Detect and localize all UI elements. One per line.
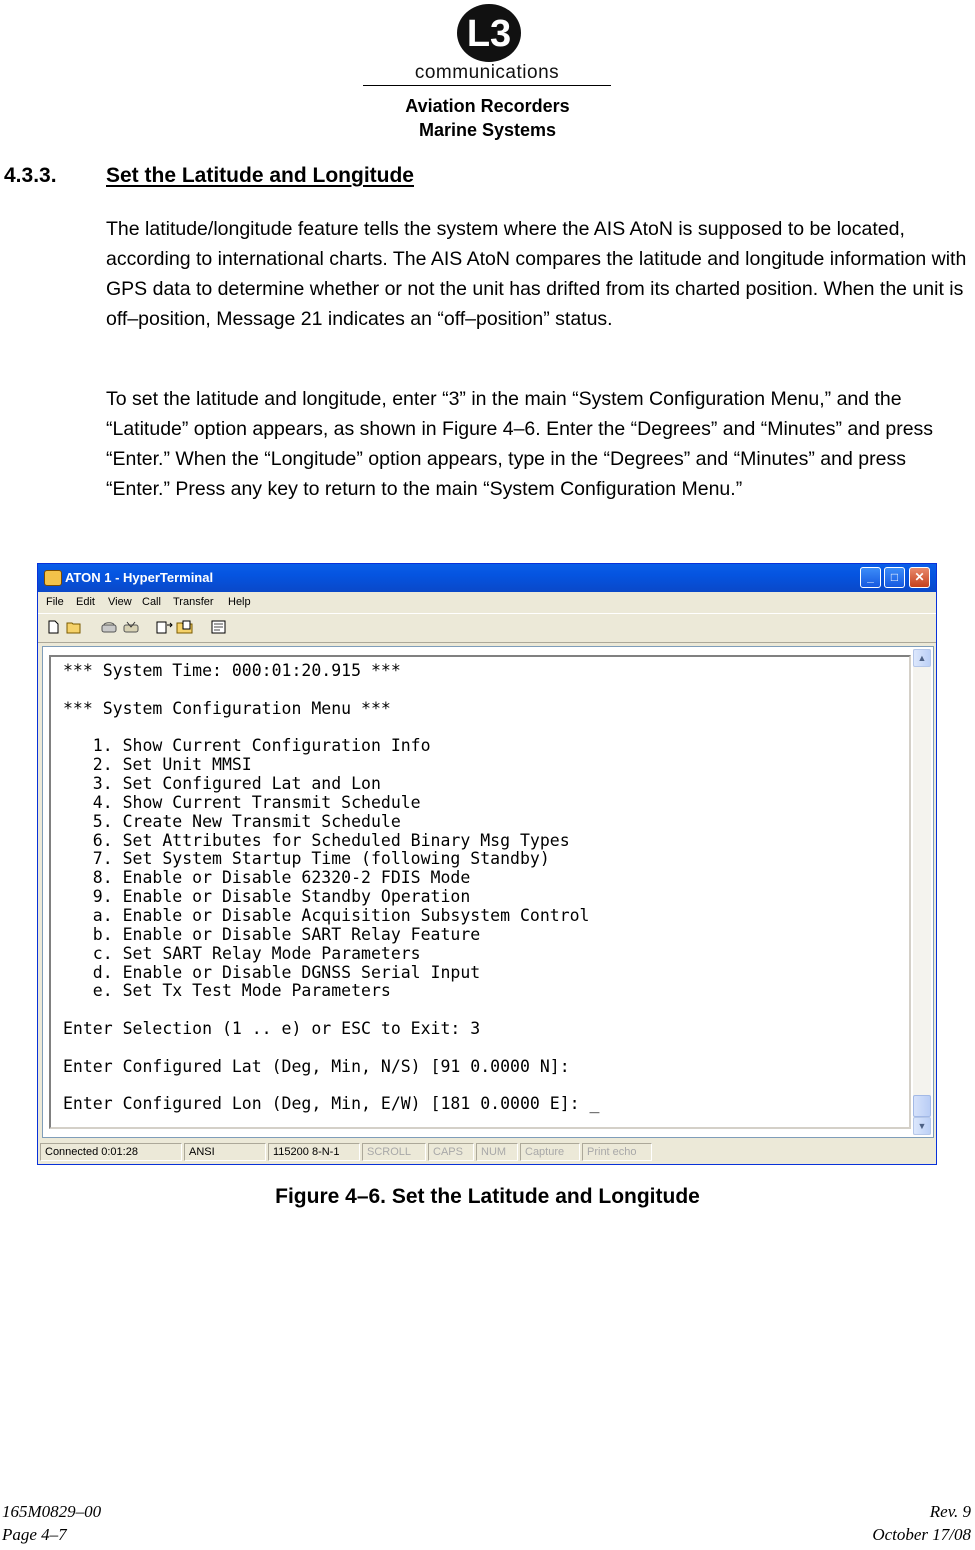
footer-page: Page 4–7	[2, 1525, 67, 1544]
open-icon[interactable]	[66, 620, 84, 634]
status-caps: CAPS	[428, 1143, 474, 1161]
header-line-1: Aviation Recorders	[405, 96, 570, 116]
window-titlebar[interactable]	[38, 564, 936, 592]
terminal-screen[interactable]	[49, 655, 911, 1129]
section-number: 4.3.3.	[4, 164, 57, 187]
status-capture: Capture	[520, 1143, 580, 1161]
menu-bar	[38, 592, 936, 612]
status-bar	[38, 1140, 936, 1164]
menu-file[interactable]: File	[46, 596, 64, 608]
terminal-output: *** System Time: 000:01:20.915 *** *** System Configuration Menu *** 1. Show Current Configuration Info 2. Set Unit MMSI 3. Set Configured Lat and Lon 4. Show Current Transmit Schedule 5. Create New Transmit Schedule 6. Set Attributes for Scheduled Binary Msg Types 7. Set System Startup Time (following Standby) 8. Enable or Disable 62320-2 FDIS Mode 9. Enable or Disable Standby Operation a. Enable or Disable Acquisition Subsystem Control b. Enable or Disable SART Relay Feature c. Set SART Relay Mode Parameters d. Enable or Disable DGNSS Serial Input e. Set Tx Test Mode Parameters Enter Selection (1 .. e) or ESC to Exit: 3 Enter Configured Lat (Deg, Min, N/S) [91 0.0000 N]: Enter Configured Lon (Deg, Min, E/W) [181 0.0000 E]: _	[63, 661, 600, 1114]
status-emulation: ANSI	[184, 1143, 266, 1161]
maximize-button[interactable]: □	[884, 567, 905, 588]
menu-view[interactable]: View	[108, 596, 132, 608]
vertical-scrollbar[interactable]	[913, 649, 931, 1135]
close-button[interactable]: ✕	[909, 567, 930, 588]
section-title: Set the Latitude and Longitude	[106, 164, 414, 187]
call-icon[interactable]	[100, 620, 118, 634]
status-num: NUM	[476, 1143, 518, 1161]
minimize-button[interactable]: _	[860, 567, 881, 588]
paragraph-2: To set the latitude and longitude, enter “3” in the main “System Configuration Menu,” and the “Latitude” option appears, as shown in Figure 4–6. Enter the “Degrees” and “Minutes” and press “Enter.” When the “Longitude” option appears, type in the “Degrees” and “Minutes” and press “Enter.” Press any key to return to the main “System Configuration Menu.”	[106, 388, 934, 500]
figure-caption: Figure 4–6. Set the Latitude and Longitude	[275, 1185, 700, 1208]
properties-icon[interactable]	[210, 620, 228, 634]
footer-date: October 17/08	[872, 1525, 971, 1544]
logo-wordmark: communications	[414, 62, 560, 83]
terminal-frame	[42, 646, 934, 1138]
new-icon[interactable]	[46, 620, 61, 634]
menu-transfer[interactable]: Transfer	[173, 596, 214, 608]
header-line-2: Marine Systems	[418, 120, 557, 140]
menu-edit[interactable]: Edit	[76, 596, 95, 608]
send-icon[interactable]	[156, 620, 174, 634]
toolbar	[38, 613, 936, 643]
menu-call[interactable]: Call	[142, 596, 161, 608]
menu-help[interactable]: Help	[228, 596, 251, 608]
scroll-up-icon[interactable]: ▲	[913, 649, 931, 667]
disconnect-icon[interactable]	[122, 620, 140, 634]
status-connected: Connected 0:01:28	[40, 1143, 182, 1161]
logo-mark: L3	[466, 13, 512, 55]
receive-icon[interactable]	[176, 620, 194, 634]
status-scroll: SCROLL	[362, 1143, 426, 1161]
scroll-down-icon[interactable]: ▼	[913, 1117, 931, 1135]
l3-logo-icon	[455, 2, 523, 64]
paragraph-1: The latitude/longitude feature tells the system where the AIS AtoN is supposed to be located, according to international charts. The AIS AtoN compares the latitude and longitude information with GPS data to determine whether or not the unit has drifted from its charted position. When the unit is off–position, Message 21 indicates an “off–position” status.	[106, 218, 967, 330]
footer-doc-number: 165M0829–00	[2, 1502, 102, 1521]
header-rule	[363, 85, 611, 86]
footer-revision: Rev. 9	[929, 1502, 971, 1521]
hyperterminal-window	[37, 563, 937, 1165]
scroll-thumb[interactable]	[913, 1095, 931, 1117]
status-print-echo: Print echo	[582, 1143, 652, 1161]
status-settings: 115200 8-N-1	[268, 1143, 360, 1161]
hyperterminal-app-icon	[44, 570, 62, 586]
window-title: ATON 1 - HyperTerminal	[65, 570, 214, 585]
